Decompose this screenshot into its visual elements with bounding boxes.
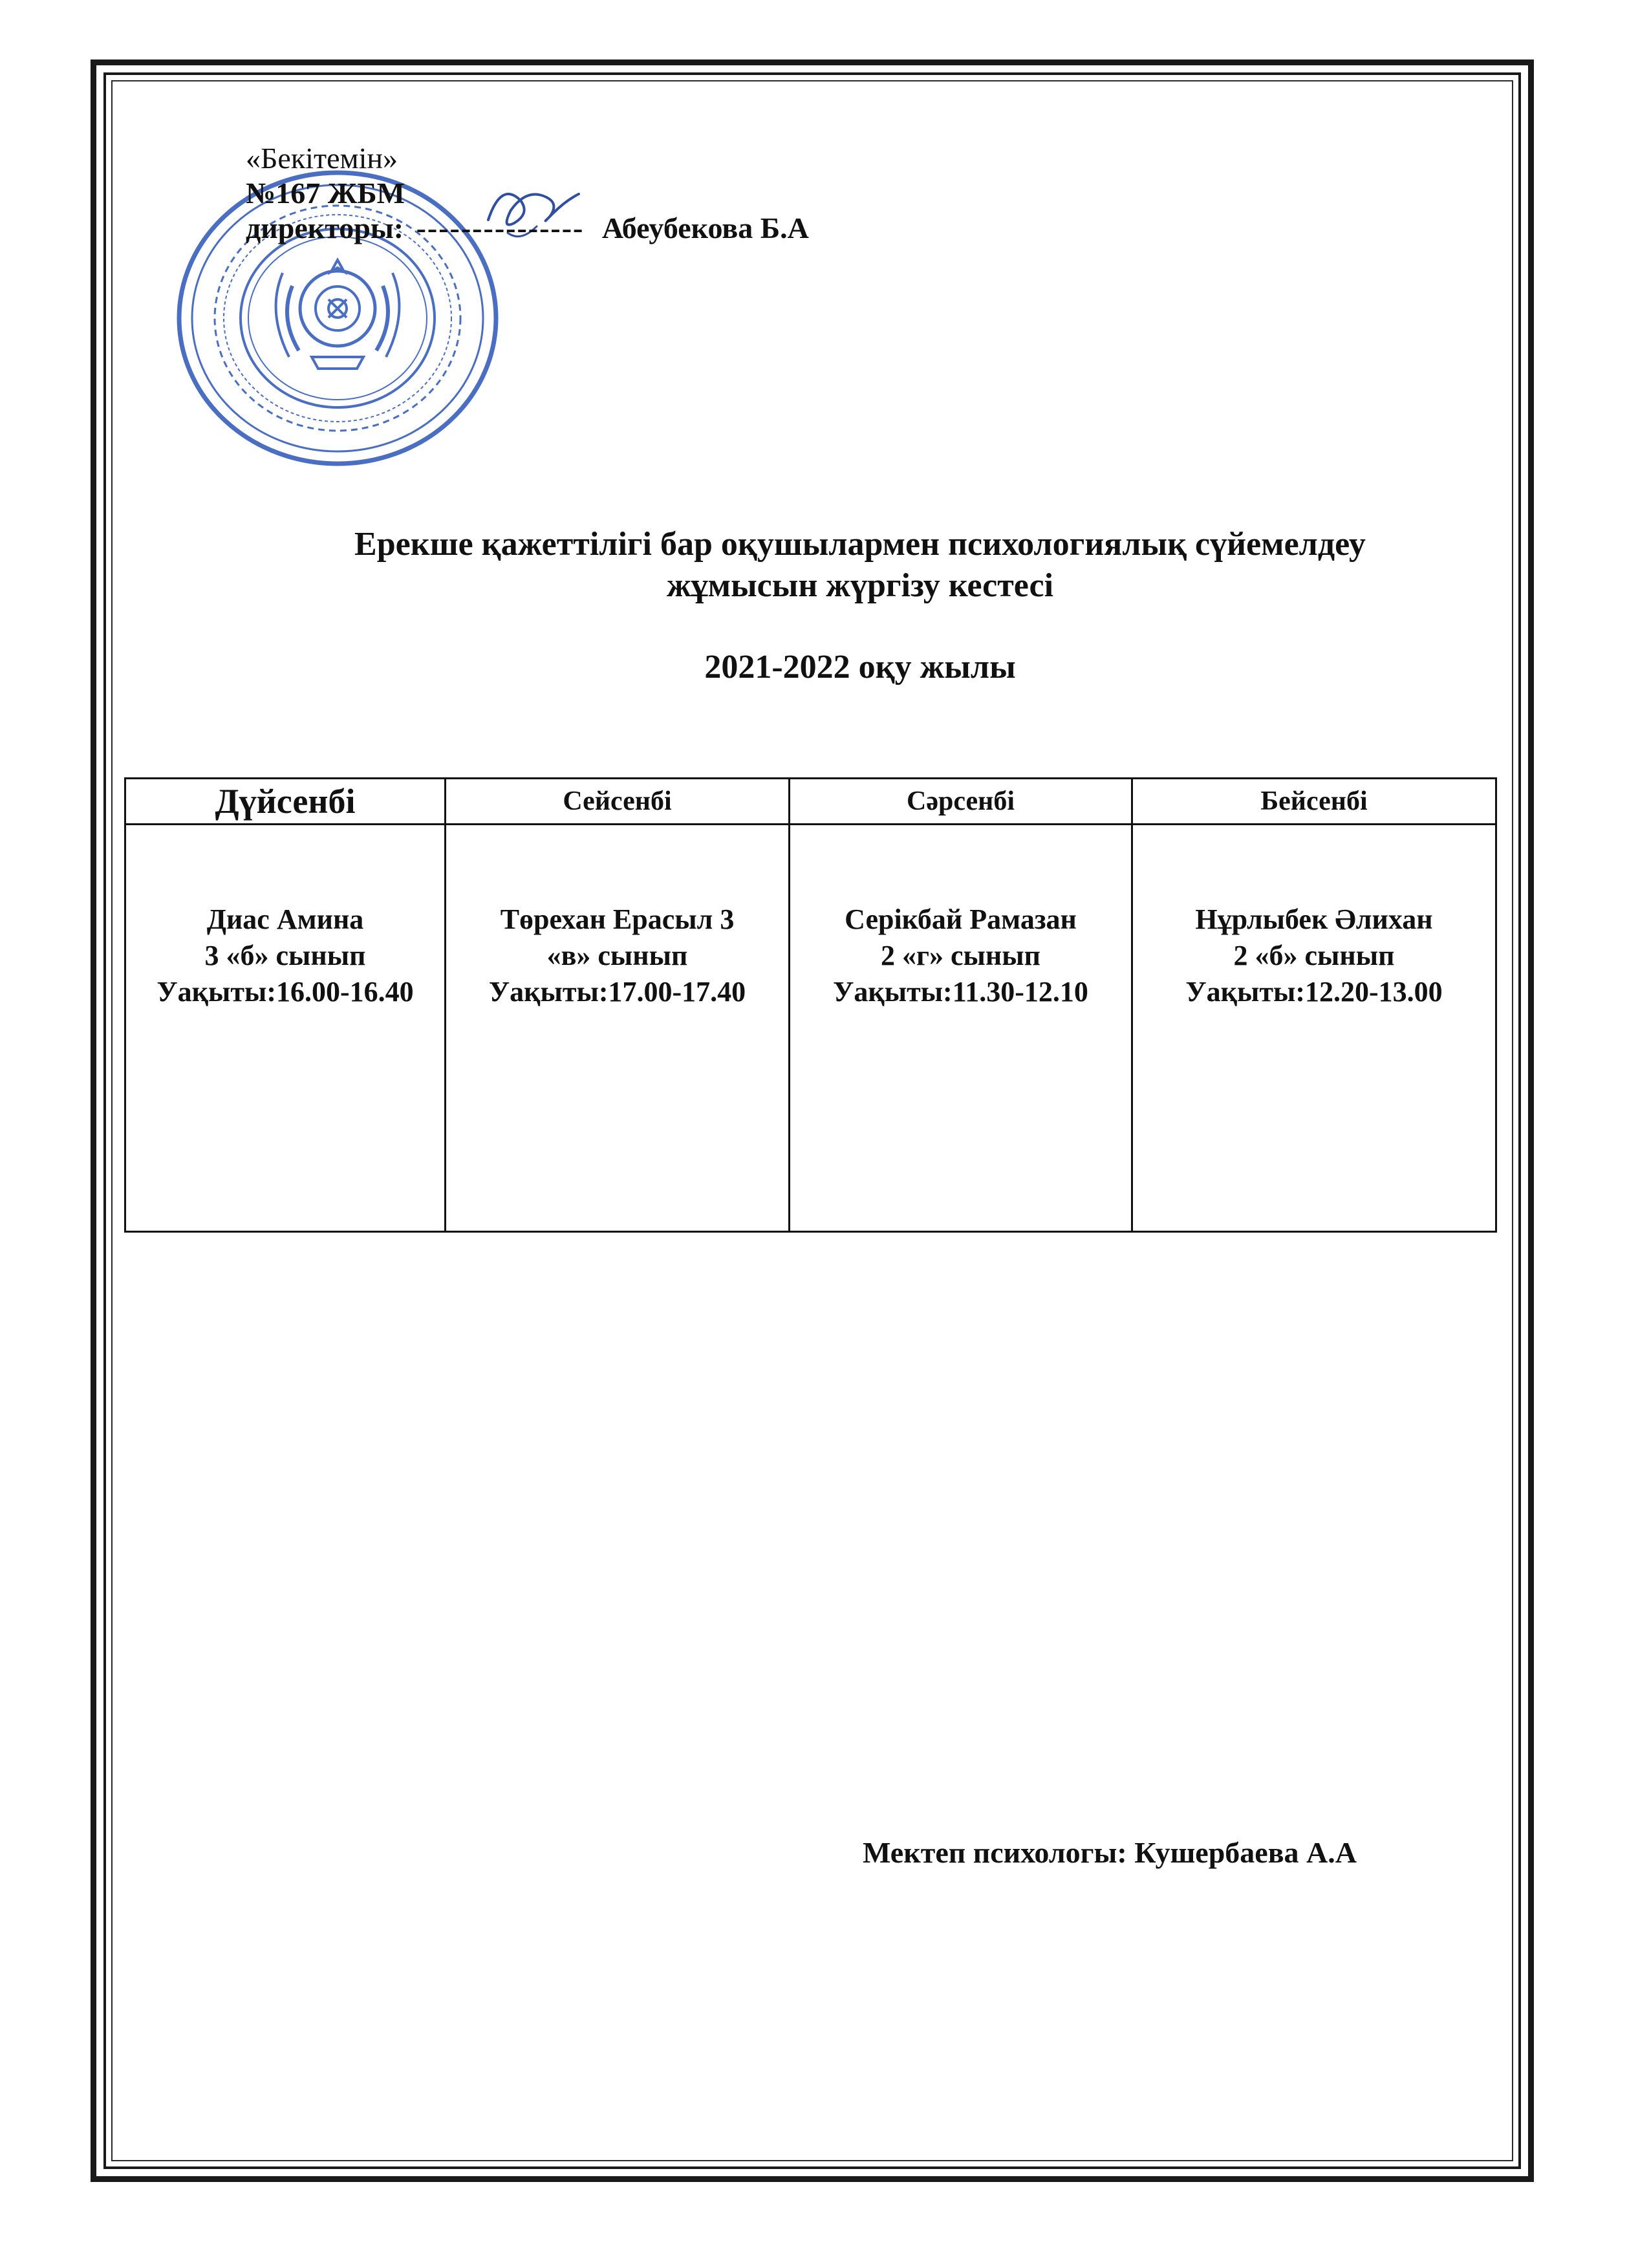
title-line-1: Ерекше қажеттілігі бар оқушылармен психологиялық сүйемелдеу <box>354 526 1366 563</box>
session-time: Уақыты:16.00-16.40 <box>156 976 414 1008</box>
day-header-wednesday: Сәрсенбі <box>790 779 1132 825</box>
day-header-thursday: Бейсенбі <box>1132 779 1496 825</box>
day-header-monday: Дүйсенбі <box>125 779 446 825</box>
day-header-tuesday: Сейсенбі <box>446 779 790 825</box>
signature-line: --------------- <box>416 211 585 244</box>
student-class: 2 «г» сынып <box>881 940 1040 971</box>
approval-heading: «Бекітемін» <box>246 142 398 175</box>
student-class: «в» сынып <box>546 940 688 971</box>
school-number: №167 ЖБМ <box>246 177 405 210</box>
session-time: Уақыты:11.30-12.10 <box>833 976 1088 1008</box>
director-line <box>246 211 809 246</box>
student-name: Серікбай Рамазан <box>845 903 1077 935</box>
schedule-table <box>124 777 1497 1233</box>
director-name: Абеубекова Б.А <box>601 211 809 244</box>
approval-block <box>246 141 809 246</box>
schedule-cell-wednesday <box>790 825 1132 1232</box>
student-class: 2 «б» сынып <box>1233 940 1395 971</box>
schedule-header-row <box>125 779 1496 825</box>
session-time: Уақыты:17.00-17.40 <box>488 976 746 1008</box>
student-name: Нұрлыбек Әлихан <box>1195 903 1433 935</box>
student-class: 3 «б» сынып <box>204 940 366 971</box>
session-time: Уақыты:12.20-13.00 <box>1185 976 1443 1008</box>
student-name: Төрехан Ерасыл 3 <box>500 903 735 935</box>
schedule-cell-tuesday <box>446 825 790 1232</box>
title-line-2: жұмысын жүргізу кестесі <box>666 567 1054 604</box>
schedule-row <box>125 825 1496 1232</box>
academic-year: 2021-2022 оқу жылы <box>704 649 1016 686</box>
student-name: Диас Амина <box>206 903 364 935</box>
schedule-cell-thursday <box>1132 825 1496 1232</box>
schedule-cell-monday <box>125 825 446 1232</box>
document-title <box>246 524 1474 607</box>
director-label: директоры: <box>246 211 404 244</box>
psychologist-signature-line: Мектеп психологы: Кушербаева А.А <box>863 1836 1357 1869</box>
